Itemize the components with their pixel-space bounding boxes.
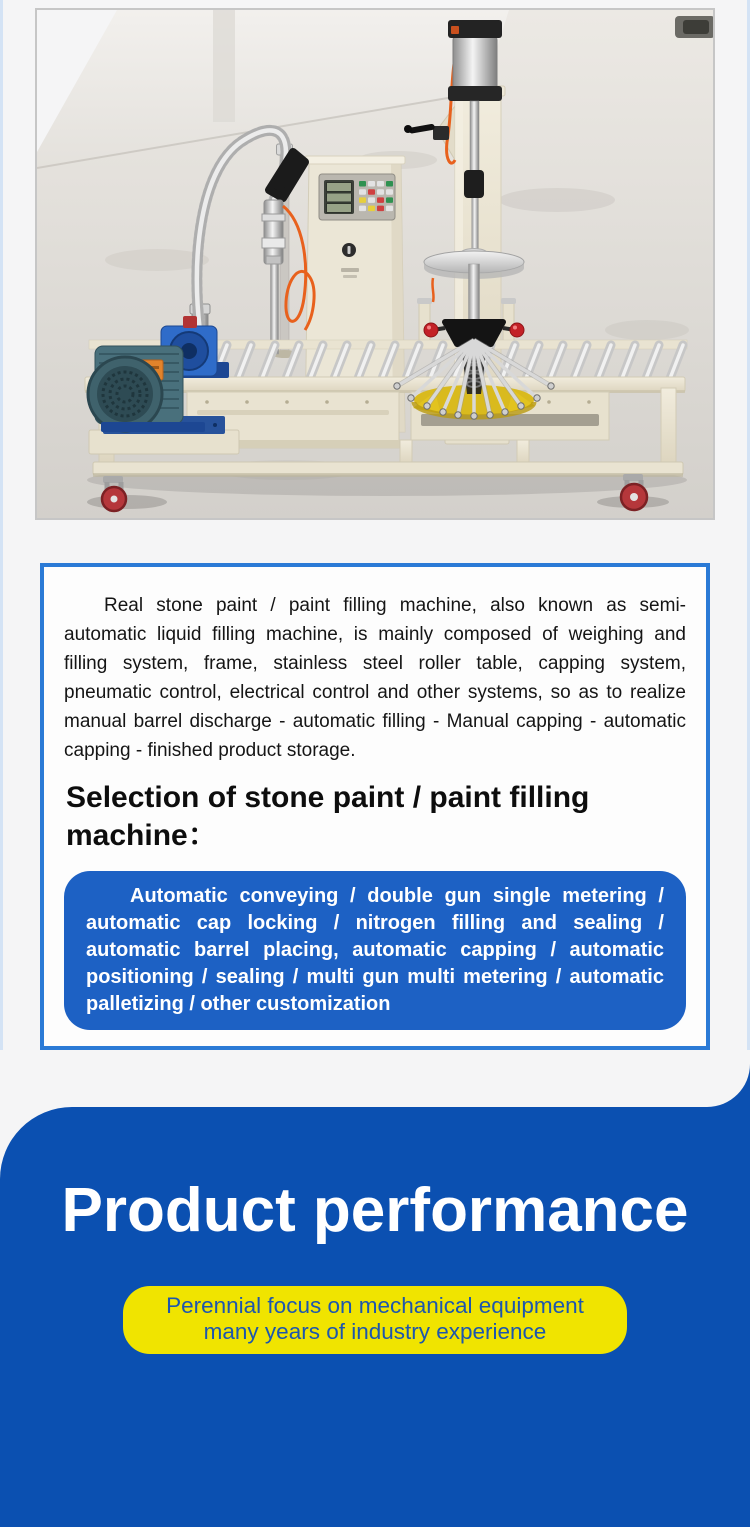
- machine-photo-illustration: [37, 10, 713, 518]
- panel-notch-cap: [0, 1064, 750, 1107]
- panel-top-notch: [0, 1064, 750, 1107]
- performance-section: [0, 1064, 750, 1527]
- intro-card: [40, 563, 710, 1050]
- experience-badge-line1: Perennial focus on mechanical equipment: [166, 1293, 584, 1318]
- options-box: Automatic conveying / double gun single metering / automatic cap locking / nitrogen filling and sealing / automatic barrel placing, automatic capping / automatic positioning / sealing / multi gun multi metering / automatic palletizing / other customization: [64, 871, 686, 1030]
- intro-paragraph: Real stone paint / paint filling machine, also known as semi-automatic liquid filling machine, is mainly composed of weighing and filling system, frame, stainless steel roller table, capping system, pneumatic control, electrical control and other systems, so as to realize manual barrel discharge - automatic filling - Manual capping - automatic capping - finished product storage.: [64, 595, 686, 761]
- selection-heading: Selection of stone paint / paint filling machine：: [66, 781, 590, 852]
- performance-panel: [0, 1107, 750, 1527]
- experience-badge-line2: many years of industry experience: [203, 1319, 547, 1344]
- machine-photo: [35, 8, 715, 520]
- experience-badge: [123, 1286, 627, 1354]
- performance-title: Product performance: [61, 1176, 689, 1245]
